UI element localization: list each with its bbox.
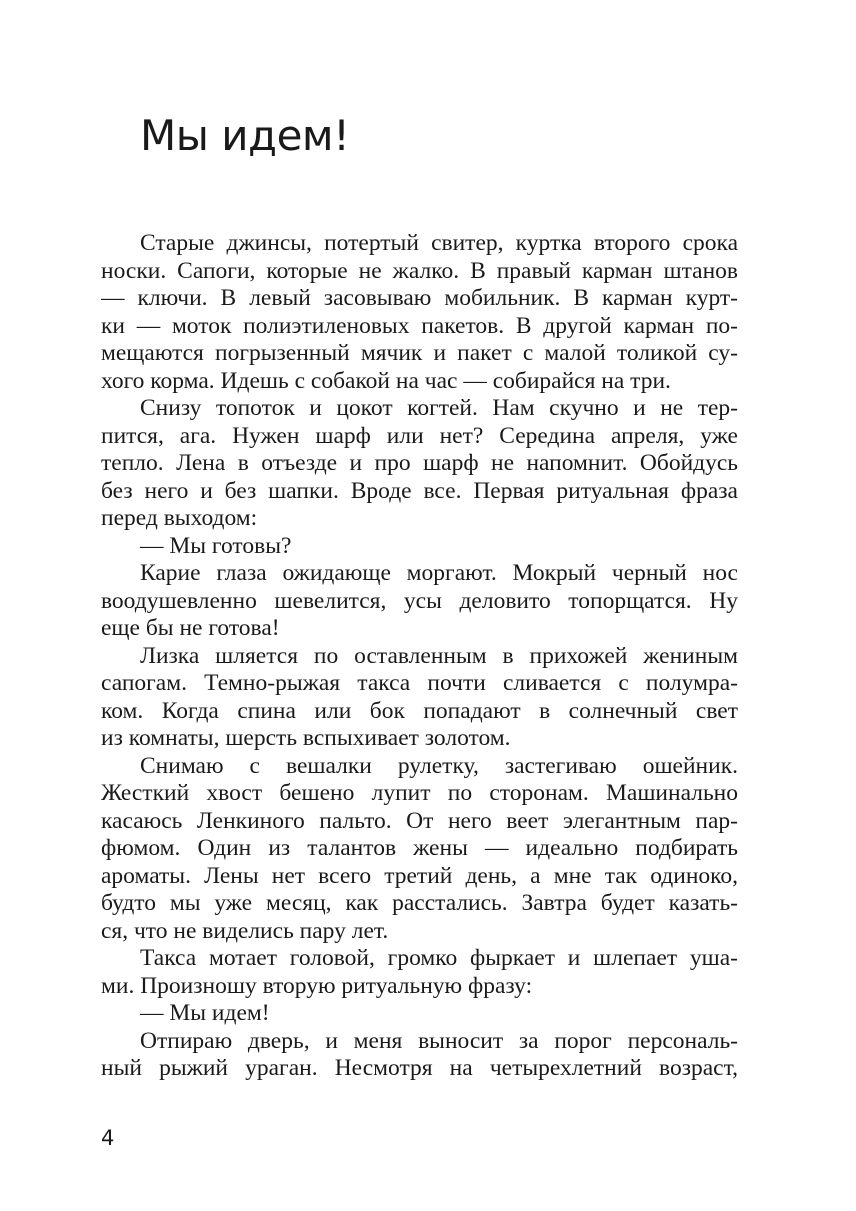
text-line: ся, что не виделись пару лет. bbox=[101, 917, 389, 944]
text-line: Снимаю с вешалки рулетку, застегиваю ошейник. bbox=[140, 752, 738, 779]
text-line: ки –– моток полиэтиленовых пакетов. В другой карман по- bbox=[101, 312, 738, 339]
dialogue-line: — Мы идем! bbox=[140, 1000, 270, 1026]
dialogue-line: — Мы готовы? bbox=[140, 532, 292, 559]
text-line: –– ключи. В левый засовываю мобильник. В карман курт- bbox=[101, 285, 738, 311]
text-line: будто мы уже месяц, как расстались. Завтра будет казать- bbox=[101, 890, 738, 916]
text-line: Снизу топоток и цокот когтей. Нам скучно и не тер- bbox=[140, 395, 738, 421]
text-line: носки. Сапоги, которые не жалко. В правый карман штанов bbox=[101, 257, 738, 284]
text-line: касаюсь Ленкиного пальто. От него веет элегантным пар- bbox=[101, 807, 738, 834]
page-number: 4 bbox=[101, 1126, 115, 1150]
text-line: мещаются погрызенный мячик и пакет с малой толикой су- bbox=[101, 340, 738, 366]
text-line: ный рыжий ураган. Несмотря на четырехлетний возраст, bbox=[101, 1055, 738, 1081]
text-line: перед выходом: bbox=[101, 505, 258, 531]
text-line: Отпираю дверь, и меня выносит за порог персональ- bbox=[140, 1027, 738, 1054]
text-line: ми. Произношу вторую ритуальную фразу: bbox=[101, 972, 533, 999]
text-line: Жесткий хвост бешено лупит по сторонам. Машинально bbox=[101, 780, 738, 806]
text-line: фюмом. Один из талантов жены — идеально подбирать bbox=[101, 835, 738, 861]
text-line: ароматы. Лены нет всего третий день, а мне так одиноко, bbox=[101, 862, 738, 889]
text-line: воодушевленно шевелится, усы деловито топорщатся. Ну bbox=[101, 587, 738, 614]
text-line: Карие глаза ожидающе моргают. Мокрый черный нос bbox=[140, 560, 738, 586]
body-text bbox=[101, 230, 738, 1083]
text-line: еще бы не готова! bbox=[101, 615, 280, 641]
chapter-title: Мы идем! bbox=[140, 111, 350, 160]
text-line: пится, ага. Нужен шарф или нет? Середина апреля, уже bbox=[101, 422, 738, 449]
text-line: ком. Когда спина или бок попадают в солнечный свет bbox=[101, 697, 738, 724]
text-line: тепло. Лена в отъезде и про шарф не напомнит. Обойдусь bbox=[101, 450, 738, 476]
text-line: Лизка шляется по оставленным в прихожей жениным bbox=[140, 642, 738, 669]
text-line: хого корма. Идешь с собакой на час — собирайся на три. bbox=[101, 367, 671, 394]
text-line: из комнаты, шерсть вспыхивает золотом. bbox=[101, 725, 511, 751]
text-line: сапогам. Темно-рыжая такса почти сливается с полумра- bbox=[101, 670, 738, 696]
text-line: Такса мотает головой, громко фыркает и шлепает уша- bbox=[140, 945, 738, 971]
text-line: без него и без шапки. Вроде все. Первая ритуальная фраза bbox=[101, 477, 738, 504]
text-line: Старые джинсы, потертый свитер, куртка второго срока bbox=[140, 230, 738, 256]
